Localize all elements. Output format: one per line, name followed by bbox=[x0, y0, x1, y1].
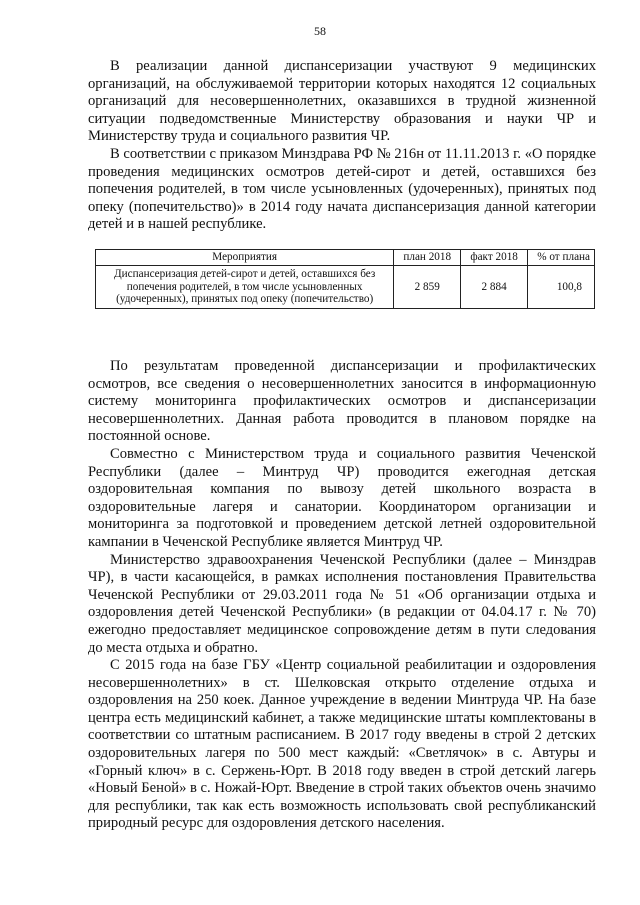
paragraph: В реализации данной диспансеризации участвуют 9 медицинских организаций, на обслуживаемой территории которых находятся 12 социальных организаций для несовершеннолетних, оказавшихся в трудной жизненной ситуации подведомственные Министерству образования и науки ЧР и Министерству труда и социального развития ЧР. bbox=[88, 58, 596, 145]
paragraph: Совместно с Министерством труда и социального развития Чеченской Республики (далее – Минтруд ЧР) проводится ежегодная детская оздоровительная компания по вывозу детей школьного возраста в оздоровительные лагеря и санатории. Координатором организации и мониторинга за подготовкой и проведением детской летней оздоровительной кампании в Чеченской Республике является Минтруд ЧР. bbox=[88, 445, 596, 550]
paragraph: Министерство здравоохранения Чеченской Республики (далее – Минздрав ЧР), в части касающейся, в рамках исполнения постановления Правительства Чеченской Республики от 29.03.2011 года № 51 «Об организации отдыха и оздоровления детей Чеченской Республики» (в редакции от 04.04.17 г. № 70) ежегодно предоставляет медицинское сопровождение детям в пути следования до места отдыха и обратно. bbox=[88, 551, 596, 656]
paragraph: С 2015 года на базе ГБУ «Центр социальной реабилитации и оздоровления несовершеннолетних» в ст. Шелковская открыто отделение отдыха и оздоровления на 250 коек. Данное учреждение в ведении Минтруда ЧР. На базе центра есть медицинский кабинет, а также медицинские штаты комплектованы в соответствии со штатным расписанием. В 2017 году введены в строй 2 детских оздоровительных лагеря по 500 мест каждый: «Светлячок» в с. Автуры и «Горный ключ» в с. Сержень-Юрт. В 2018 году введен в строй детский лагерь «Новый Беной» в с. Ножай-Юрт. Введение в строй таких объектов очень значимо для республики, так как есть возможность использовать свой республиканский природный ресурс для оздоровления детского населения. bbox=[88, 657, 596, 832]
main-text bbox=[88, 358, 596, 833]
header-plan: план 2018 bbox=[394, 250, 461, 266]
header-percent: % от плана bbox=[528, 250, 595, 266]
intro-text bbox=[88, 58, 596, 234]
dispensary-table bbox=[95, 249, 595, 309]
row-percent-value: 100,8 bbox=[528, 265, 595, 308]
paragraph: По результатам проведенной диспансеризации и профилактических осмотров, все сведения о несовершеннолетних заносится в информационную систему мониторинга профилактических осмотров и диспансеризации несовершеннолетних. Данная работа проводится в плановом порядке на постоянной основе. bbox=[88, 358, 596, 445]
paragraph: В соответствии с приказом Минздрава РФ № 216н от 11.11.2013 г. «О порядке проведения медицинских осмотров детей-сирот и детей, оставшихся без попечения родителей, в том числе усыновленных (удочеренных), принятых под опеку (попечительство)» в 2014 году начата диспансеризация данной категории детей и в нашей республике. bbox=[88, 145, 596, 233]
row-plan-value: 2 859 bbox=[394, 265, 461, 308]
row-measure-name: Диспансеризация детей-сирот и детей, оставшихся без попечения родителей, в том числе усыновленных (удочеренных), принятых под опеку (попечительство) bbox=[96, 265, 394, 308]
table-row bbox=[96, 265, 595, 308]
page-number: 58 bbox=[314, 24, 326, 38]
dispensary-table-container bbox=[95, 249, 595, 309]
header-fact: факт 2018 bbox=[461, 250, 528, 266]
header-measures: Мероприятия bbox=[96, 250, 394, 266]
row-fact-value: 2 884 bbox=[461, 265, 528, 308]
table-header-row bbox=[96, 250, 595, 266]
